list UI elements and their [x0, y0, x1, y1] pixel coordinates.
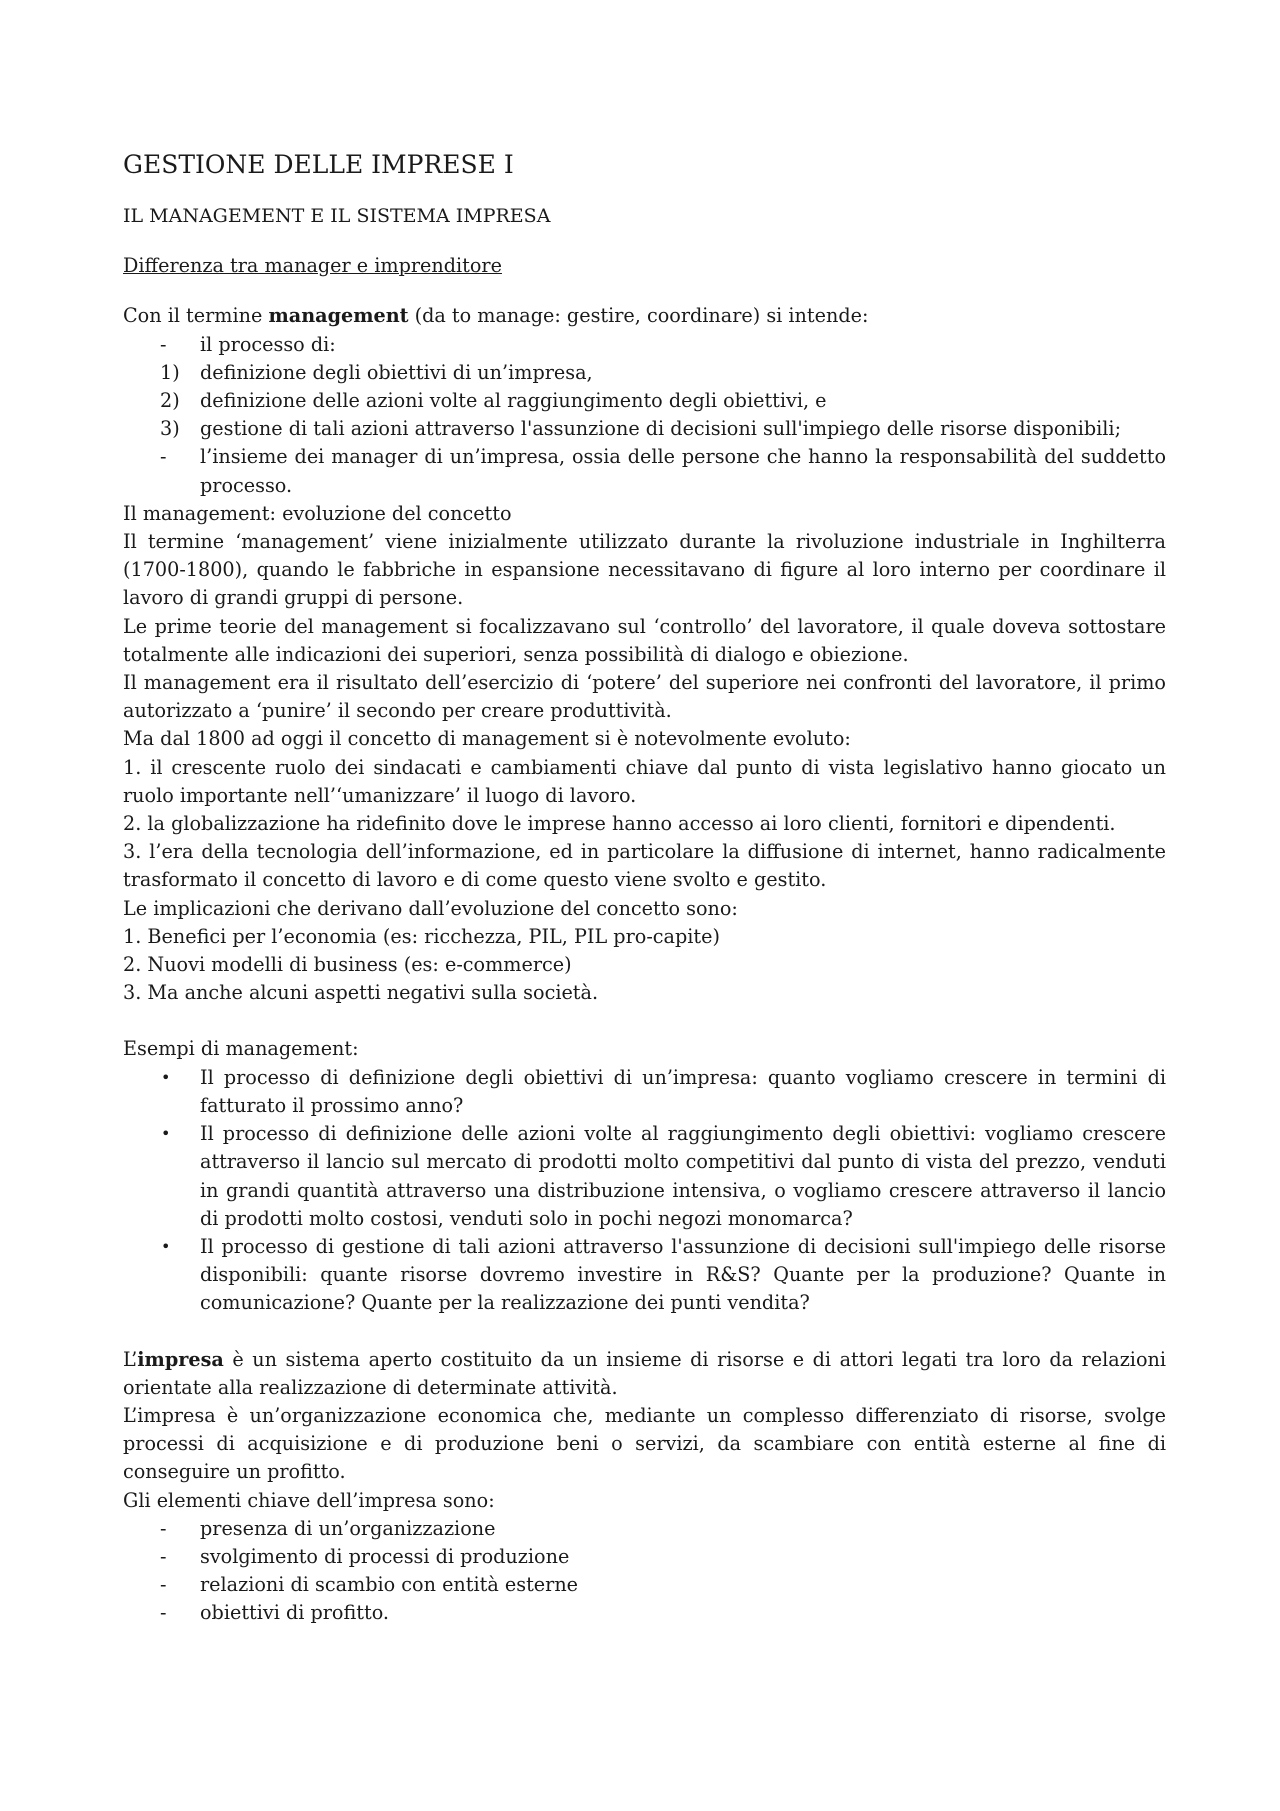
list-item-text: gestione di tali azioni attraverso l'assunzione di decisioni sull'impiego delle risorse disponibili; [200, 417, 1122, 441]
bullet-icon: • [161, 1124, 171, 1144]
paragraph: Il management era il risultato dell’esercizio di ‘potere’ del superiore nei confronti del lavoratore, il primo autorizzato a ‘punire’ il secondo per creare produttività. [123, 671, 1166, 723]
evolution-point: 2. la globalizzazione ha ridefinito dove le imprese hanno accesso ai loro clienti, fornitori e dipendenti. [123, 812, 1116, 836]
implication-item: 3. Ma anche alcuni aspetti negativi sulla società. [123, 981, 599, 1005]
term-impresa: impresa [137, 1347, 224, 1371]
key-elements-list [123, 1515, 1166, 1628]
list-item-text: Il processo di definizione delle azioni volte al raggiungimento degli obiettivi: vogliamo crescere attraverso il lancio sul mercato di prodotti molto competitivi dal punto di vista del prezzo, venduti in grandi quantità attraverso una distribuzione intensiva, o vogliamo crescere attraverso il lancio di prodotti molto costosi, venduti solo in pochi negozi monomarca? [200, 1122, 1166, 1230]
paragraph: Le implicazioni che derivano dall’evoluzione del concetto sono: [123, 896, 738, 920]
list-item-text: obiettivi di profitto. [200, 1601, 390, 1625]
list-item [123, 1120, 1166, 1233]
section-title: IL MANAGEMENT E IL SISTEMA IMPRESA [123, 205, 551, 227]
list-item [123, 331, 1166, 359]
document-page [123, 150, 1166, 1628]
evolution-point: 3. l’era della tecnologia dell’informazione, ed in particolare la diffusione di internet, hanno radicalmente trasformato il concetto di lavoro e di come questo viene svolto e gestito. [123, 840, 1166, 892]
impresa-post: è un sistema aperto costituito da un insieme di risorse e di attori legati tra loro da relazioni orientate alla realizzazione di determinate attività. [123, 1347, 1166, 1399]
list-marker: - [160, 1544, 167, 1568]
list-item-text: definizione delle azioni volte al raggiungimento degli obiettivi, e [200, 389, 827, 413]
list-marker: 3) [160, 417, 180, 441]
paragraph: L’impresa è un’organizzazione economica che, mediante un complesso differenziato di risorse, svolge processi di acquisizione e di produzione beni o servizi, da scambiare con entità esterne al fine di conseguire un profitto. [123, 1403, 1166, 1484]
list-item-text: relazioni di scambio con entità esterne [200, 1573, 579, 1597]
paragraph: Il termine ‘management’ viene inizialmente utilizzato durante la rivoluzione industriale in Inghilterra (1700-1800), quando le fabbriche in espansione necessitavano di figure al loro interno per coordinare il lavoro di grandi gruppi di persone. [123, 530, 1166, 610]
intro-post: (da to manage: gestire, coordinare) si intende: [408, 304, 869, 328]
paragraph: Gli elementi chiave dell’impresa sono: [123, 1488, 495, 1512]
list-item [123, 1064, 1166, 1120]
management-intro [123, 302, 1166, 330]
list-item-text: Il processo di gestione di tali azioni attraverso l'assunzione di decisioni sull'impiego delle risorse disponibili: quante risorse dovremo investire in R&S? Quante per la produzione? Quante in comunicazione? Quante per la realizzazione dei punti vendita? [200, 1234, 1166, 1315]
examples-list [123, 1064, 1166, 1318]
intro-pre: Con il termine [123, 304, 269, 328]
list-marker: - [160, 1601, 167, 1625]
implication-item: 1. Benefici per l’economia (es: ricchezza, PIL, PIL pro-capite) [123, 924, 720, 948]
list-marker: 1) [160, 360, 180, 384]
paragraph: Ma dal 1800 ad oggi il concetto di management si è notevolmente evoluto: [123, 727, 851, 751]
list-item-text: l’insieme dei manager di un’impresa, ossia delle persone che hanno la responsabilità del suddetto processo. [200, 445, 1166, 497]
list-item-text: il processo di: [200, 332, 336, 356]
spacer [123, 1318, 1166, 1346]
list-marker: - [160, 445, 167, 469]
list-marker: 2) [160, 389, 180, 413]
term-management: management [268, 304, 409, 328]
list-item [123, 443, 1166, 499]
impresa-definition [123, 1346, 1166, 1402]
list-marker: - [160, 332, 167, 356]
examples-heading: Esempi di management: [123, 1037, 359, 1061]
bullet-icon: • [161, 1067, 171, 1087]
implication-item: 2. Nuovi modelli di business (es: e-commerce) [123, 953, 572, 977]
list-item [123, 387, 1166, 415]
impresa-pre: L’ [123, 1347, 138, 1371]
definition-list [123, 331, 1166, 500]
list-item [123, 1233, 1166, 1318]
bullet-icon: • [161, 1236, 171, 1256]
list-item-text: Il processo di definizione degli obiettivi di un’impresa: quanto vogliamo crescere in termini di fatturato il prossimo anno? [200, 1065, 1166, 1117]
evolution-heading: Il management: evoluzione del concetto [123, 501, 512, 525]
document-title: GESTIONE DELLE IMPRESE I [123, 150, 514, 179]
list-item-text: svolgimento di processi di produzione [200, 1544, 570, 1568]
evolution-point: 1. il crescente ruolo dei sindacati e cambiamenti chiave dal punto di vista legislativo hanno giocato un ruolo importante nell’‘umanizzare’ il luogo di lavoro. [123, 755, 1166, 807]
list-item [123, 1571, 1166, 1599]
list-item-text: definizione degli obiettivi di un’impresa, [200, 360, 593, 384]
list-marker: - [160, 1573, 167, 1597]
list-item [123, 359, 1166, 387]
list-marker: - [160, 1516, 167, 1540]
subsection-title: Differenza tra manager e imprenditore [123, 254, 502, 278]
list-item-text: presenza di un’organizzazione [200, 1516, 496, 1540]
spacer [123, 1007, 1166, 1035]
list-item [123, 1515, 1166, 1543]
list-item [123, 415, 1166, 443]
list-item [123, 1543, 1166, 1571]
paragraph: Le prime teorie del management si focalizzavano sul ‘controllo’ del lavoratore, il quale doveva sottostare totalmente alle indicazioni dei superiori, senza possibilità di dialogo e obiezione. [123, 614, 1166, 666]
list-item [123, 1599, 1166, 1627]
